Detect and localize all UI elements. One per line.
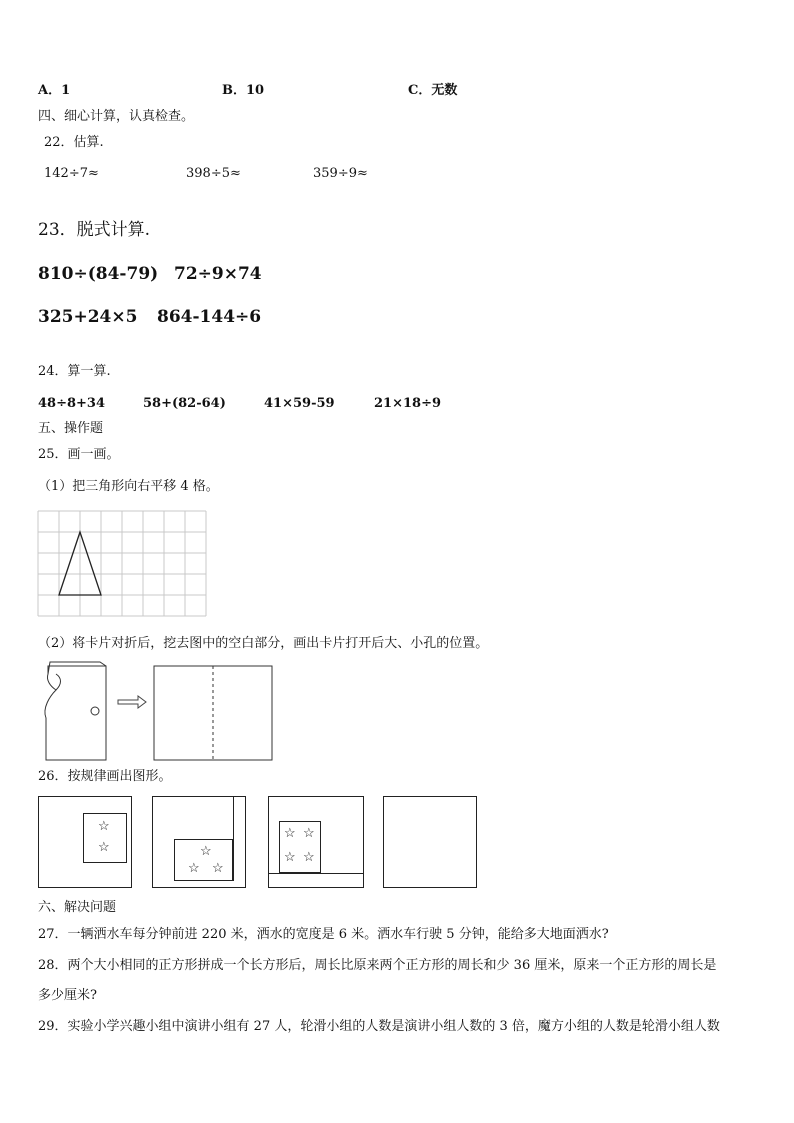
pattern-figure-2: [152, 796, 246, 888]
q28-line2: 多少厘米?: [38, 988, 97, 1003]
q23-item-4: 864-144÷6: [157, 307, 262, 327]
star-icon: ☆: [284, 826, 296, 841]
q25-part2: （2）将卡片对折后，挖去图中的空白部分，画出卡片打开后大、小孔的位置。: [38, 636, 489, 651]
q24-item-3: 41×59-59: [264, 396, 335, 411]
q28-line1: 28．两个大小相同的正方形拼成一个长方形后，周长比原来两个正方形的周长和少 36 厘米，原来一个正方形的周长是: [38, 958, 717, 973]
q24-item-2: 58+(82-64): [143, 396, 226, 411]
star-icon: ☆: [98, 840, 110, 855]
q25-part1: （1）把三角形向右平移 4 格。: [38, 479, 219, 494]
star-icon: ☆: [98, 819, 110, 834]
option-c: C．无数: [408, 83, 458, 98]
star-icon: ☆: [200, 844, 212, 859]
q24-item-1: 48÷8+34: [38, 396, 106, 411]
q23-item-3: 325+24×5: [38, 307, 138, 327]
star-icon: ☆: [188, 861, 200, 876]
translation-grid: [38, 511, 208, 617]
q22-item-2: 398÷5≈: [186, 166, 241, 181]
q24-title: 24．算一算.: [38, 364, 111, 379]
q23-item-1: 810÷(84-79): [38, 264, 159, 284]
q22-item-3: 359÷9≈: [313, 166, 368, 181]
pattern-figure-3: [268, 796, 364, 888]
star-icon: ☆: [303, 850, 315, 865]
folded-card-figure: [40, 660, 276, 764]
arrow-right-icon: [118, 696, 146, 708]
q23-item-2: 72÷9×74: [174, 264, 262, 284]
star-icon: ☆: [212, 861, 224, 876]
q22-title: 22．估算.: [44, 135, 104, 150]
pattern-figure-1: [38, 796, 132, 888]
pattern-figure-4-blank: [383, 796, 477, 888]
q25-title: 25．画一画。: [38, 447, 120, 462]
option-b: B．10: [222, 83, 265, 98]
section-5-heading: 五、操作题: [38, 421, 104, 436]
q23-title: 23．脱式计算.: [38, 220, 151, 240]
option-a: A．1: [38, 83, 71, 98]
q24-item-4: 21×18÷9: [374, 396, 442, 411]
q29-text: 29．实验小学兴趣小组中演讲小组有 27 人，轮滑小组的人数是演讲小组人数的 3 倍，魔方小组的人数是轮滑小组人数: [38, 1019, 720, 1034]
section-4-heading: 四、细心计算，认真检查。: [38, 109, 195, 124]
section-6-heading: 六、解决问题: [38, 900, 117, 915]
q22-item-1: 142÷7≈: [44, 166, 99, 181]
q27-text: 27．一辆洒水车每分钟前进 220 米，洒水的宽度是 6 米。洒水车行驶 5 分钟，能给多大地面洒水?: [38, 927, 609, 942]
star-icon: ☆: [303, 826, 315, 841]
q26-title: 26．按规律画出图形。: [38, 769, 172, 784]
star-icon: ☆: [284, 850, 296, 865]
